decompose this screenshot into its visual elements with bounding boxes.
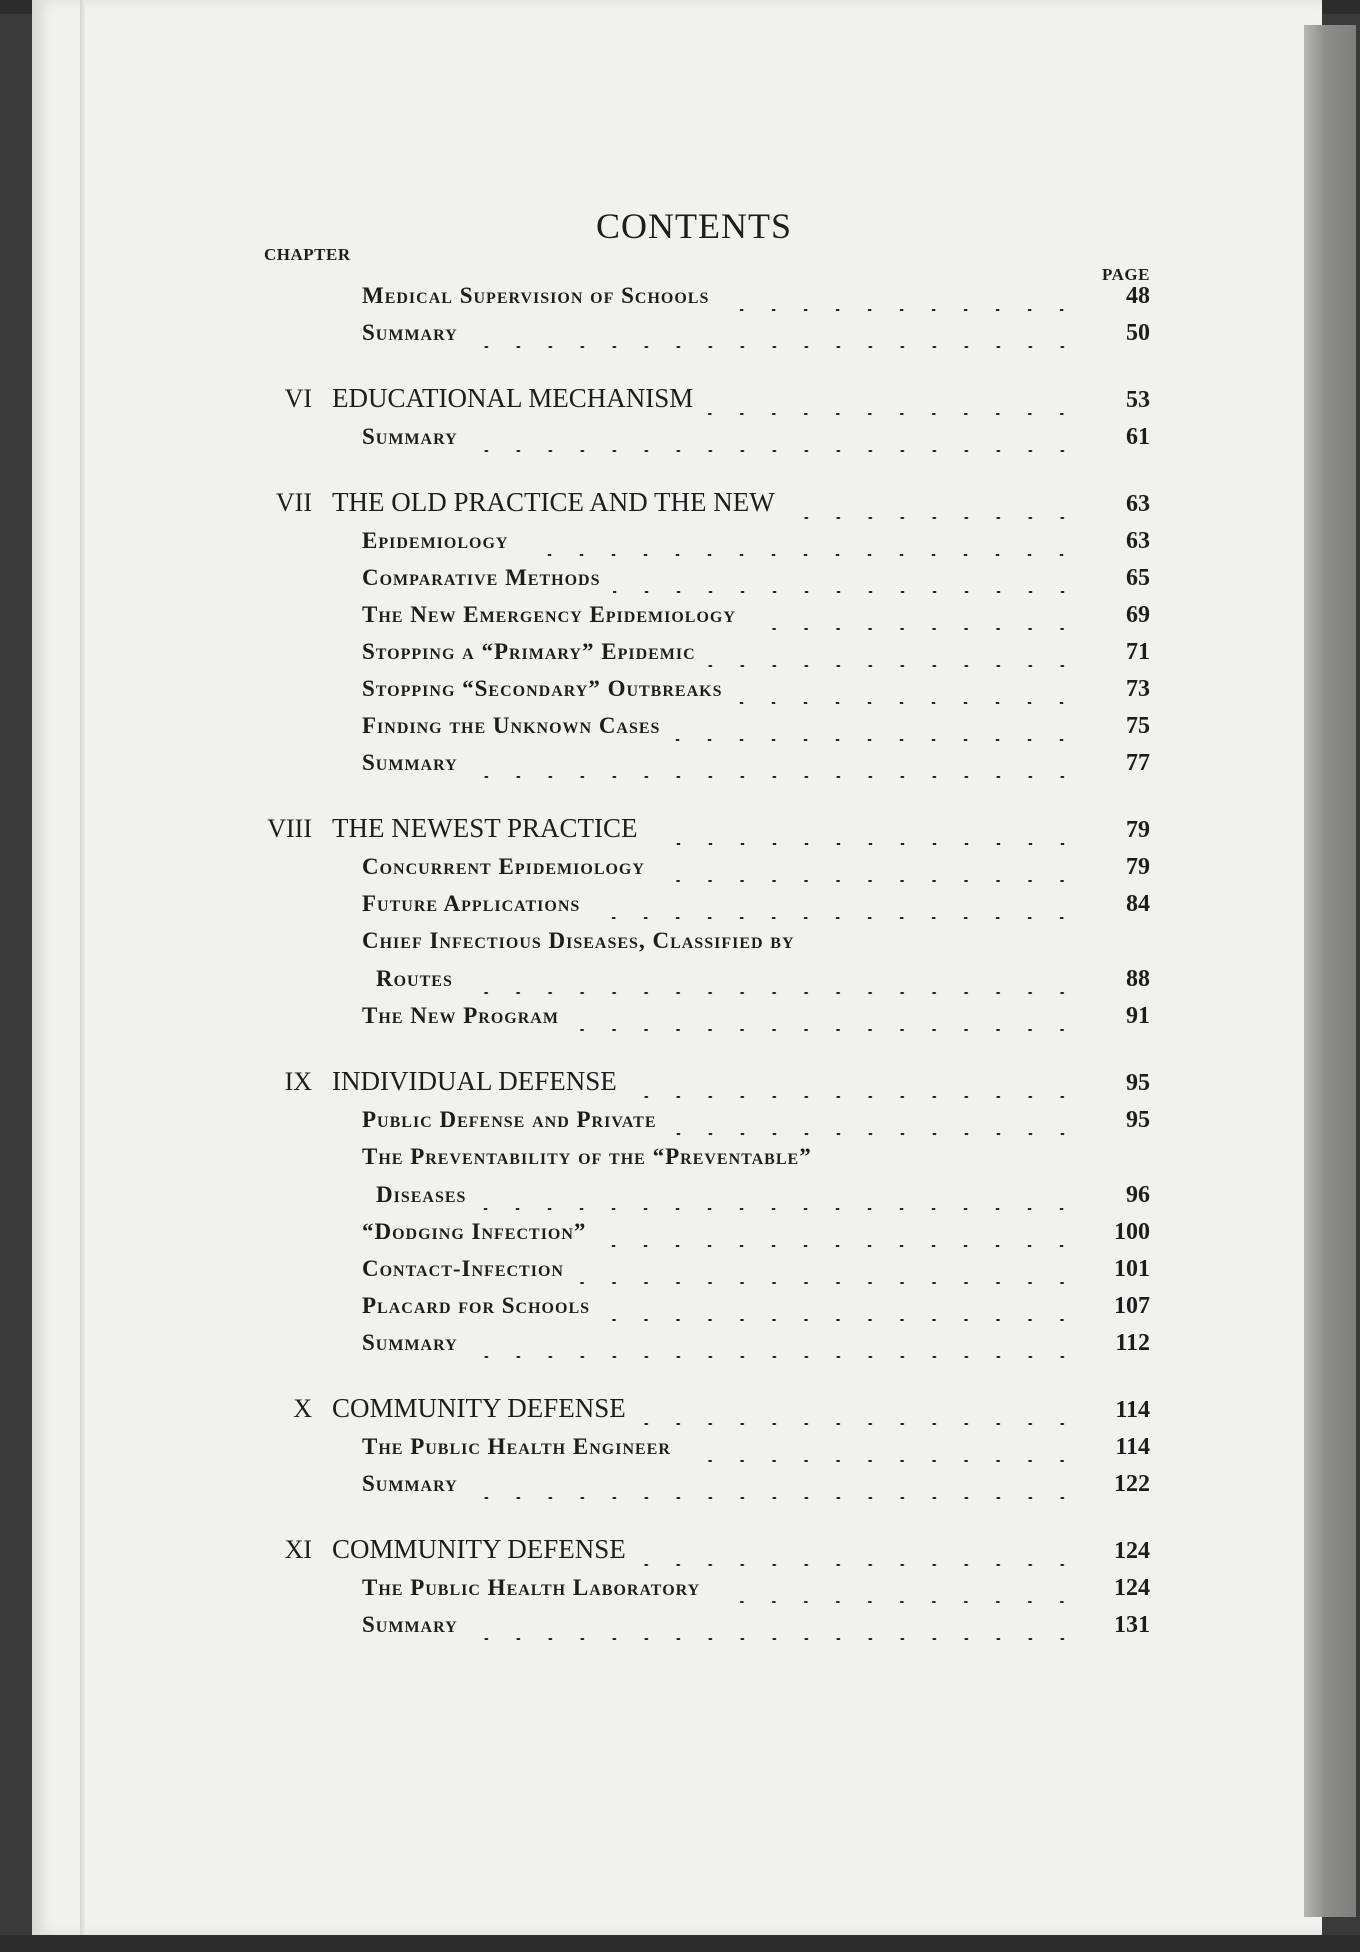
page-number: 53	[1126, 387, 1150, 413]
dot-leader	[520, 554, 1078, 556]
section-row	[250, 713, 1150, 750]
page-title: CONTENTS	[596, 206, 792, 246]
chapter-number: VIII	[267, 814, 312, 843]
dot-leader	[470, 776, 1078, 778]
section-title: Summary	[362, 424, 458, 449]
dot-leader	[712, 1601, 1078, 1603]
page-gutter	[80, 0, 85, 1935]
section-row	[250, 1471, 1150, 1508]
page-column-header: PAGE	[1102, 265, 1150, 284]
section-row	[250, 1330, 1150, 1367]
section-row	[250, 602, 1150, 639]
chapter-number: X	[293, 1394, 312, 1423]
page-number: 91	[1126, 1003, 1150, 1029]
section-title: Summary	[362, 1612, 458, 1637]
section-title: Stopping “Secondary” Outbreaks	[362, 676, 723, 701]
dot-leader	[470, 1497, 1078, 1499]
page-number: 96	[1126, 1182, 1150, 1208]
section-title-continued: Routes	[376, 966, 453, 991]
page-number: 63	[1126, 528, 1150, 554]
page-number: 69	[1126, 602, 1150, 628]
page-number: 73	[1126, 676, 1150, 702]
page-number: 79	[1126, 817, 1150, 843]
chapter-title: THE NEWEST PRACTICE	[332, 813, 638, 843]
dot-leader	[650, 843, 1079, 845]
section-title: The Public Health Laboratory	[362, 1575, 701, 1600]
section-title: Stopping a “Primary” Epidemic	[362, 639, 696, 664]
section-row	[250, 565, 1150, 602]
chapter-number: IX	[284, 1067, 312, 1096]
section-title: Future Applications	[362, 891, 581, 916]
page-number: 71	[1126, 639, 1150, 665]
dot-leader	[638, 1423, 1078, 1425]
scan-bottom-border	[0, 1935, 1360, 1952]
dot-leader	[705, 413, 1078, 415]
chapter-title: THE OLD PRACTICE AND THE NEW	[332, 487, 775, 517]
section-row	[250, 750, 1150, 787]
table-of-contents	[250, 283, 1150, 1675]
chapter-number: XI	[284, 1535, 312, 1564]
dot-leader	[629, 1096, 1078, 1098]
page-number: 50	[1126, 320, 1150, 346]
dot-leader	[470, 450, 1078, 452]
section-title: The Preventability of the “Preventable”	[362, 1144, 812, 1169]
section-title: The Public Health Engineer	[362, 1434, 671, 1459]
chapter-block	[250, 1393, 1150, 1508]
section-row	[250, 1612, 1150, 1649]
page-number: 88	[1126, 966, 1150, 992]
page-number: 65	[1126, 565, 1150, 591]
section-row	[250, 1003, 1150, 1040]
chapter-title: EDUCATIONAL MECHANISM	[332, 383, 694, 413]
page-number: 107	[1114, 1293, 1150, 1319]
chapter-title: COMMUNITY DEFENSE	[332, 1393, 626, 1423]
dot-leader	[734, 702, 1078, 704]
section-row	[250, 1434, 1150, 1471]
section-title: Public Defense and Private	[362, 1107, 657, 1132]
chapter-block	[250, 283, 1150, 357]
page-number: 112	[1115, 1330, 1150, 1356]
section-row	[250, 891, 1150, 928]
section-row	[250, 1293, 1150, 1330]
dot-leader	[598, 1245, 1078, 1247]
section-title: The New Emergency Epidemiology	[362, 602, 736, 627]
section-title: Summary	[362, 1471, 458, 1496]
section-row	[250, 1107, 1150, 1144]
dot-leader	[571, 1029, 1078, 1031]
page-number: 114	[1115, 1397, 1150, 1423]
dot-leader	[638, 1564, 1078, 1566]
page-number: 61	[1126, 424, 1150, 450]
section-title: Summary	[362, 1330, 458, 1355]
chapter-block	[250, 1066, 1150, 1367]
page-number: 63	[1126, 491, 1150, 517]
chapter-number: VII	[275, 488, 312, 517]
section-row	[250, 283, 1150, 320]
section-row	[250, 639, 1150, 676]
page-number: 124	[1114, 1575, 1150, 1601]
section-title: Finding the Unknown Cases	[362, 713, 661, 738]
section-title: Chief Infectious Diseases, Classified by	[362, 928, 795, 953]
dot-leader	[683, 1460, 1078, 1462]
section-title: Summary	[362, 320, 458, 345]
section-title: Comparative Methods	[362, 565, 601, 590]
page-number: 95	[1126, 1070, 1150, 1096]
section-row-continued	[250, 1182, 1150, 1219]
chapter-title: INDIVIDUAL DEFENSE	[332, 1066, 617, 1096]
section-title: Epidemiology	[362, 528, 509, 553]
page-number: 122	[1114, 1471, 1150, 1497]
page-number: 79	[1126, 854, 1150, 880]
dot-leader	[602, 1319, 1078, 1321]
chapter-row	[250, 1534, 1150, 1575]
page-number: 100	[1114, 1219, 1150, 1245]
page-number: 75	[1126, 713, 1150, 739]
page-number: 114	[1115, 1434, 1150, 1460]
dot-leader	[470, 346, 1078, 348]
page-edge-shadow	[1304, 25, 1356, 1917]
dot-leader	[721, 309, 1078, 311]
dot-leader	[576, 1282, 1078, 1284]
section-title-continued: Diseases	[376, 1182, 467, 1207]
section-row	[250, 424, 1150, 461]
page-number: 124	[1114, 1538, 1150, 1564]
section-title: Summary	[362, 750, 458, 775]
section-row	[250, 528, 1150, 565]
chapter-number: VI	[284, 384, 312, 413]
section-row	[250, 928, 1150, 966]
dot-leader	[470, 1638, 1078, 1640]
page-number: 95	[1126, 1107, 1150, 1133]
section-title: Placard for Schools	[362, 1293, 591, 1318]
chapter-block	[250, 813, 1150, 1040]
chapter-row	[250, 487, 1150, 528]
section-row	[250, 1256, 1150, 1293]
page-number: 101	[1114, 1256, 1150, 1282]
dot-leader	[748, 628, 1078, 630]
chapter-block	[250, 1534, 1150, 1649]
section-row	[250, 854, 1150, 891]
chapter-row	[250, 383, 1150, 424]
section-row	[250, 1575, 1150, 1612]
page-number: 48	[1126, 283, 1150, 309]
dot-leader	[470, 1356, 1078, 1358]
chapter-row	[250, 1066, 1150, 1107]
section-row-continued	[250, 966, 1150, 1003]
dot-leader	[669, 1133, 1078, 1135]
dot-leader	[657, 880, 1078, 882]
dot-leader	[672, 739, 1078, 741]
page-number: 77	[1126, 750, 1150, 776]
section-row	[250, 1219, 1150, 1256]
dot-leader	[465, 992, 1078, 994]
page-number: 84	[1126, 891, 1150, 917]
chapter-title: COMMUNITY DEFENSE	[332, 1534, 626, 1564]
section-title: Contact-Infection	[362, 1256, 564, 1281]
dot-leader	[478, 1208, 1078, 1210]
chapter-column-header: CHAPTER	[264, 245, 351, 264]
section-row	[250, 1144, 1150, 1182]
section-title: The New Program	[362, 1003, 559, 1028]
dot-leader	[613, 591, 1079, 593]
chapter-block	[250, 487, 1150, 787]
section-row	[250, 320, 1150, 357]
chapter-row	[250, 1393, 1150, 1434]
chapter-block	[250, 383, 1150, 461]
section-title: Medical Supervision of Schools	[362, 283, 710, 308]
chapter-row	[250, 813, 1150, 854]
section-title: Concurrent Epidemiology	[362, 854, 645, 879]
dot-leader	[787, 517, 1078, 519]
section-row	[250, 676, 1150, 713]
page-number: 131	[1114, 1612, 1150, 1638]
dot-leader	[708, 665, 1078, 667]
section-title: “Dodging Infection”	[362, 1219, 587, 1244]
dot-leader	[592, 917, 1078, 919]
